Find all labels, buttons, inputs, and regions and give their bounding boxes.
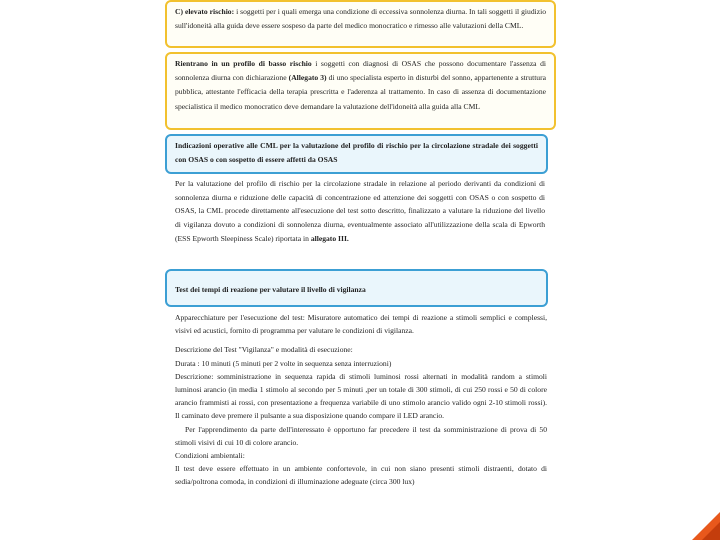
allegato-3-ref: (Allegato 3) xyxy=(288,73,327,83)
low-risk-label: Rientrano in un profilo di basso rischio xyxy=(175,59,312,68)
risk-evaluation-paragraph xyxy=(175,177,545,246)
duration-paragraph: Durata : 10 minuti (5 minuti per 2 volte in sequenza senza interruzioni) xyxy=(175,358,392,368)
indications-box xyxy=(165,134,548,174)
test-description-section xyxy=(175,311,547,489)
high-risk-box xyxy=(165,0,556,48)
equipment-paragraph: Apparecchiature per l'esecuzione del test: Misuratore automatico dei tempi di reazione a stimoli semplici e complessi, visivi ed acustici, fornito di programma per valutare le condizioni di vigilanza. xyxy=(175,313,547,336)
test-title-box xyxy=(165,269,548,307)
procedure-paragraph: Descrizione: somministrazione in sequenza rapida di stimoli luminosi rossi alternati in modalità random a stimoli luminosi arancio (in media 1 stimolo al secondo per 5 minuti ,per un totale di 300 stimoli, di cui 250 rossi e 50 di colore arancio frammisti ai rossi, con presentazione a frequenza variabile di uno stimolo arancio valido ogni 2-10 stimoli rossi). Il caminato deve premere il pulsante a sua disposizione quando compare il LED arancio. xyxy=(175,371,547,421)
corner-accent-decoration xyxy=(686,506,720,540)
environment-paragraph: Il test deve essere effettuato in un ambiente confortevole, in cui non siano presenti stimoli distraenti, dotato di sedia/poltrona comoda, in condizioni di illuminazione adeguate (circa 300 lux) xyxy=(175,464,547,487)
high-risk-text: i soggetti per i quali emerga una condizione di eccessiva sonnolenza diurna. In tali soggetti il giudizio sull'idoneità alla guida deve essere sospeso da parte del medico monocratico e rimesso alle valutazioni della CML. xyxy=(175,7,546,31)
indications-title: Indicazioni operative alle CML per la valutazione del profilo di rischio per la circolazione stradale dei soggetti con OSAS o con sospetto di essere affetti da OSAS xyxy=(175,141,538,165)
low-risk-text-1: i soggetti con diagnosi di OSAS che possono documentare l'assenza di sonnolenza diurna con dichiarazione xyxy=(175,59,546,83)
high-risk-label: C) elevato rischio: xyxy=(175,7,235,16)
allegato-iii-ref: allegato III. xyxy=(310,233,349,243)
risk-evaluation-text: Per la valutazione del profilo di rischio per la circolazione stradale in relazione al periodo derivanti da condizioni di sonnolenza diurna e riduzione delle capacità di concentrazione ed attenzione dei soggetti con OSAS o con sospetto di OSAS, la CML procede direttamente all'esecuzione del test sotto descritto, finalizzato a valutare la riduzione del livello di vigilanza dovuto a condizioni di sonnolenza diurna, eventualmente associato all'utilizzazione della scala di Epworth (ESS Epworth Sleepiness Scale) riportata in xyxy=(175,179,545,243)
low-risk-box xyxy=(165,52,556,130)
practice-paragraph: Per l'apprendimento da parte dell'interessato è opportuno far precedere il test da somministrazione di prova di 50 stimoli visivi di cui 10 di colore arancio. xyxy=(175,424,547,447)
environment-heading: Condizioni ambientali: xyxy=(175,451,245,461)
test-title: Test dei tempi di reazione per valutare il livello di vigilanza xyxy=(175,285,366,294)
test-description-heading: Descrizione del Test "Vigilanza" e modalità di esecuzione: xyxy=(175,345,353,355)
low-risk-text-2: di uno specialista esperto in disturbi del sonno, appartenente a struttura pubblica, attestante l'efficacia della terapia prescritta e l'aderenza al trattamento. In caso di assenza di documentazione specialistica il medico monocratico deve demandare la valutazione dell'idoneità alla guida alla CML xyxy=(175,73,546,111)
